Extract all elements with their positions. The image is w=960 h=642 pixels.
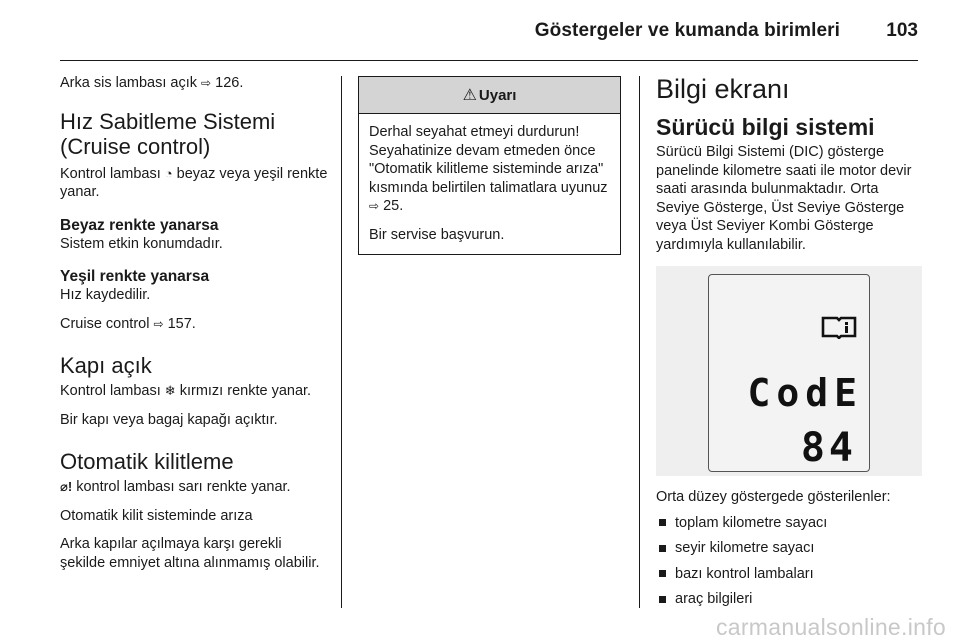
- list-item: bazı kontrol lambaları: [656, 565, 922, 584]
- door-text-2: Bir kapı veya bagaj kapağı açıktır.: [60, 411, 278, 428]
- left-column: [60, 74, 330, 572]
- section-heading-door: Kapı açık: [60, 353, 152, 378]
- warning-header: [359, 77, 620, 114]
- manual-book-icon: [821, 315, 857, 339]
- green-heading: Yeşil renkte yanarsa: [60, 268, 210, 285]
- column-divider: [639, 76, 640, 608]
- bullet-icon: [659, 570, 666, 577]
- display-items-list: [656, 514, 922, 609]
- warning-box: [358, 76, 621, 255]
- display-code-text: CodE: [747, 371, 863, 415]
- column-divider: [341, 76, 342, 608]
- warning-body: [359, 114, 620, 254]
- section-heading-info-display: Bilgi ekranı: [656, 74, 790, 104]
- autolock-fault-icon: ⌀!: [60, 479, 73, 494]
- white-heading: Beyaz renkte yanarsa: [60, 216, 219, 234]
- ref-arrow-icon: ⇨: [201, 76, 212, 90]
- list-item: toplam kilometre sayacı: [656, 514, 922, 533]
- warning-triangle-icon: ⚠: [462, 87, 477, 104]
- right-column: [656, 74, 922, 609]
- ref-arrow-icon: ⇨: [153, 316, 164, 331]
- autolock-text-1: ⌀! kontrol lambası sarı renkte yanar.: [60, 479, 291, 495]
- green-text: Hız kaydedilir.: [60, 287, 151, 303]
- header-rule: [60, 60, 918, 61]
- page-reference[interactable]: 126.: [215, 75, 244, 91]
- white-text: Sistem etkin konumdadır.: [60, 235, 223, 252]
- page-reference[interactable]: 25.: [383, 198, 404, 214]
- page-reference[interactable]: 157.: [167, 315, 196, 332]
- dic-display-figure: [656, 266, 922, 476]
- dic-display-screen: [708, 274, 870, 472]
- watermark: carmanualsonline.info: [715, 614, 946, 640]
- door-text: Kontrol lambası ❄ kırmızı renkte yanar.: [60, 383, 312, 399]
- warning-title: Uyarı: [478, 86, 517, 104]
- warning-text-2: Bir servise başvurun.: [369, 226, 505, 243]
- list-item: seyir kilometre sayacı: [656, 539, 922, 558]
- bullet-icon: [659, 519, 666, 526]
- cruise-link-line: Cruise control ⇨ 157.: [60, 315, 196, 332]
- bullet-icon: [659, 545, 666, 552]
- ref-arrow-icon: ⇨: [369, 199, 380, 213]
- section-heading-cruise: Hız Sabitleme Sistemi (Cruise control): [60, 108, 276, 159]
- section-heading-autolock: Otomatik kilitleme: [60, 449, 234, 474]
- list-intro: Orta düzey göstergede gösterilenler:: [656, 489, 891, 505]
- autolock-text-2: Otomatik kilit sisteminde arıza: [60, 507, 253, 524]
- list-item: araç bilgileri: [656, 590, 922, 609]
- page-number: 103: [886, 20, 918, 41]
- cruise-control-icon: ◔: [164, 165, 173, 181]
- middle-column: [358, 76, 621, 255]
- warning-text: Derhal seyahat etmeyi durdurun! Seyahatinize devam etmeden önce "Otomatik kilitleme sisteminde arıza" kısmında belirtilen talimatlara uyunuz ⇨ 25.: [369, 124, 608, 214]
- bullet-icon: [659, 596, 666, 603]
- page-header-title: Göstergeler ve kumanda birimleri: [534, 20, 840, 41]
- dic-intro: Sürücü Bilgi Sistemi (DIC) gösterge panelinde kilometre saati ile motor devir saati arasında bulunmaktadır. Orta Seviye Gösterge, Üst Seviye Gösterge veya Üst Seviyer Kombi Gösterge yardımıyla kullanılabilir.: [656, 144, 912, 253]
- display-code-number: 84: [800, 425, 857, 471]
- autolock-text-3: Arka kapılar açılmaya karşı gerekli şekilde emniyet altına alınmamış olabilir.: [60, 536, 320, 571]
- subheading-dic: Sürücü bilgi sistemi: [656, 114, 875, 140]
- cruise-intro: Kontrol lambası ◔ beyaz veya yeşil renkte yanar.: [60, 165, 328, 200]
- door-open-icon: ❄: [164, 383, 176, 398]
- rear-fog-line: Arka sis lambası açık ⇨ 126.: [60, 75, 244, 91]
